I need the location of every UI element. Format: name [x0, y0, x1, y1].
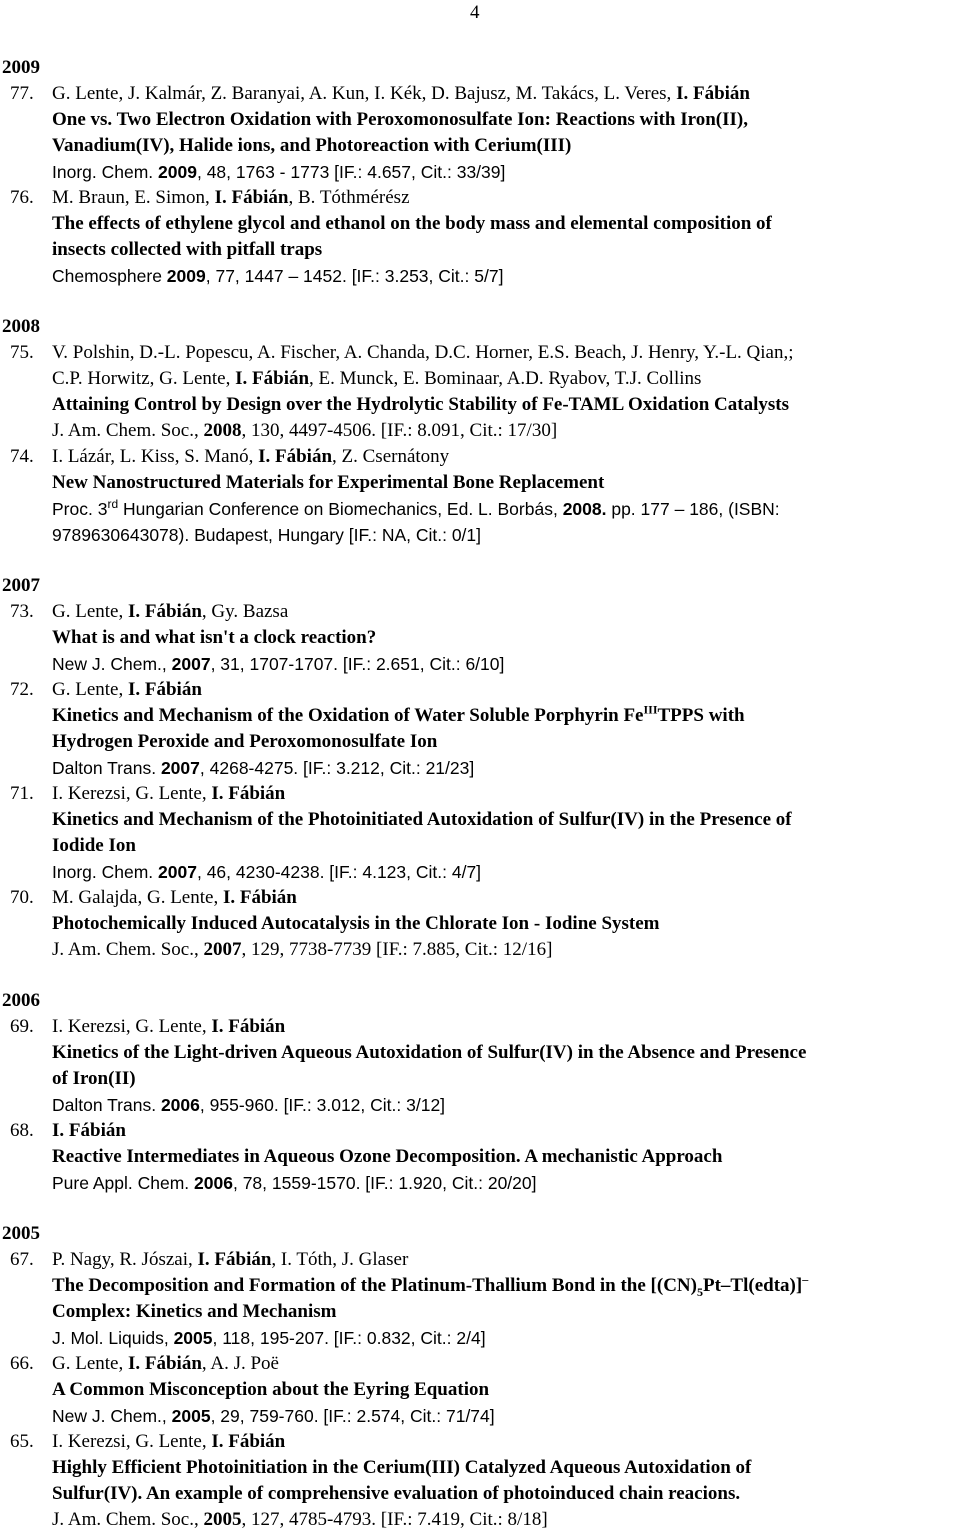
entry-number: 66. — [10, 1353, 34, 1374]
entry-authors: I. Kerezsi, G. Lente, I. Fábián — [52, 783, 286, 804]
entry-title: Vanadium(IV), Halide ions, and Photoreaction with Cerium(III) — [52, 135, 572, 156]
entry-citation: Proc. 3rd Hungarian Conference on Biomechanics, Ed. L. Borbás, 2008. pp. 177 – 186, (ISBN: — [52, 497, 780, 519]
entry-authors: G. Lente, I. Fábián — [52, 679, 202, 700]
publication-entry — [0, 1247, 960, 1351]
publication-entry — [0, 185, 960, 289]
entry-title: Attaining Control by Design over the Hydrolytic Stability of Fe-TAML Oxidation Catalysts — [52, 394, 789, 415]
entry-title: Hydrogen Peroxide and Peroxomonosulfate Ion — [52, 731, 438, 752]
entry-number: 72. — [10, 679, 34, 700]
entry-citation: Inorg. Chem. 2007, 46, 4230-4238. [IF.: 4.123, Cit.: 4/7] — [52, 862, 482, 882]
entry-title: One vs. Two Electron Oxidation with Peroxomonosulfate Ion: Reactions with Iron(II), — [52, 109, 748, 130]
entry-number: 70. — [10, 887, 34, 908]
entry-title: A Common Misconception about the Eyring Equation — [52, 1379, 490, 1400]
publication-entry — [0, 1118, 960, 1196]
year-heading: 2008 — [2, 316, 40, 337]
entry-number: 67. — [10, 1249, 34, 1270]
entry-title: Photochemically Induced Autocatalysis in the Chlorate Ion - Iodine System — [52, 913, 660, 934]
entry-title: The effects of ethylene glycol and ethanol on the body mass and elemental composition of — [52, 213, 772, 234]
year-heading: 2009 — [2, 57, 40, 78]
entry-title: Complex: Kinetics and Mechanism — [52, 1301, 337, 1322]
entry-title: Sulfur(IV). An example of comprehensive evaluation of photoinduced chain reacions. — [52, 1483, 741, 1504]
entry-citation: Dalton Trans. 2007, 4268-4275. [IF.: 3.212, Cit.: 21/23] — [52, 758, 475, 778]
entry-number: 76. — [10, 187, 34, 208]
entry-authors: I. Lázár, L. Kiss, S. Manó, I. Fábián, Z. Csernátony — [52, 446, 450, 467]
publication-entry — [0, 677, 960, 781]
entry-authors: G. Lente, J. Kalmár, Z. Baranyai, A. Kun, I. Kék, D. Bajusz, M. Takács, L. Veres, I. Fábián — [52, 83, 750, 104]
entry-authors: G. Lente, I. Fábián, Gy. Bazsa — [52, 601, 289, 622]
entry-authors: M. Galajda, G. Lente, I. Fábián — [52, 887, 297, 908]
entry-authors: M. Braun, E. Simon, I. Fábián, B. Tóthmérész — [52, 187, 410, 208]
publication-entry — [0, 599, 960, 677]
entry-number: 65. — [10, 1431, 34, 1452]
entry-number: 74. — [10, 446, 34, 467]
entry-number: 77. — [10, 83, 34, 104]
entry-authors: V. Polshin, D.-L. Popescu, A. Fischer, A. Chanda, D.C. Horner, E.S. Beach, J. Henry, Y.-L. Qian,; — [52, 342, 794, 363]
entry-authors: I. Kerezsi, G. Lente, I. Fábián — [52, 1431, 286, 1452]
entry-number: 75. — [10, 342, 34, 363]
entry-citation: Inorg. Chem. 2009, 48, 1763 - 1773 [IF.: 4.657, Cit.: 33/39] — [52, 162, 506, 182]
entry-title: Reactive Intermediates in Aqueous Ozone Decomposition. A mechanistic Approach — [52, 1146, 723, 1167]
entry-citation: J. Am. Chem. Soc., 2008, 130, 4497-4506. [IF.: 8.091, Cit.: 17/30] — [52, 420, 558, 441]
entry-number: 71. — [10, 783, 34, 804]
entry-citation: New J. Chem., 2007, 31, 1707-1707. [IF.: 2.651, Cit.: 6/10] — [52, 654, 505, 674]
entry-authors: I. Kerezsi, G. Lente, I. Fábián — [52, 1016, 286, 1037]
page-number: 4 — [470, 2, 480, 23]
entry-authors: P. Nagy, R. Jószai, I. Fábián, I. Tóth, J. Glaser — [52, 1249, 409, 1270]
publication-entry — [0, 444, 960, 548]
entry-title: Iodide Ion — [52, 835, 136, 856]
entry-citation: J. Am. Chem. Soc., 2005, 127, 4785-4793. [IF.: 7.419, Cit.: 8/18] — [52, 1509, 548, 1530]
entry-authors: G. Lente, I. Fábián, A. J. Poë — [52, 1353, 279, 1374]
publication-list — [0, 55, 960, 1533]
publication-entry — [0, 781, 960, 885]
entry-number: 73. — [10, 601, 34, 622]
entry-title: of Iron(II) — [52, 1068, 136, 1089]
entry-citation: New J. Chem., 2005, 29, 759-760. [IF.: 2.574, Cit.: 71/74] — [52, 1406, 495, 1426]
publication-entry — [0, 1014, 960, 1118]
publication-entry — [0, 340, 960, 444]
entry-title: The Decomposition and Formation of the Platinum-Thallium Bond in the $[(CN)_5Pt-Tl(edta)]^-$ — [52, 1272, 809, 1299]
entry-citation: J. Mol. Liquids, 2005, 118, 195-207. [IF.: 0.832, Cit.: 2/4] — [52, 1328, 486, 1348]
year-heading: 2007 — [2, 575, 40, 596]
entry-citation: 9789630643078). Budapest, Hungary [IF.: NA, Cit.: 0/1] — [52, 525, 482, 545]
publication-entry — [0, 81, 960, 185]
entry-citation: J. Am. Chem. Soc., 2007, 129, 7738-7739 [IF.: 7.885, Cit.: 12/16] — [52, 939, 553, 960]
entry-authors: I. Fábián — [52, 1120, 126, 1141]
entry-citation: Chemosphere 2009, 77, 1447 – 1452. [IF.: 3.253, Cit.: 5/7] — [52, 266, 504, 286]
entry-citation: Dalton Trans. 2006, 955-960. [IF.: 3.012, Cit.: 3/12] — [52, 1095, 446, 1115]
entry-number: 69. — [10, 1016, 34, 1037]
entry-authors: C.P. Horwitz, G. Lente, I. Fábián, E. Munck, E. Bominaar, A.D. Ryabov, T.J. Collins — [52, 368, 702, 389]
entry-citation: Pure Appl. Chem. 2006, 78, 1559-1570. [IF.: 1.920, Cit.: 20/20] — [52, 1173, 537, 1193]
entry-number: 68. — [10, 1120, 34, 1141]
year-heading: 2006 — [2, 990, 40, 1011]
year-heading: 2005 — [2, 1223, 40, 1244]
entry-title: New Nanostructured Materials for Experimental Bone Replacement — [52, 472, 605, 493]
publication-entry — [0, 1351, 960, 1429]
entry-title: Kinetics and Mechanism of the Photoinitiated Autoxidation of Sulfur(IV) in the Presence of — [52, 809, 792, 830]
entry-title: insects collected with pitfall traps — [52, 239, 323, 260]
publication-entry — [0, 1429, 960, 1533]
entry-title: Highly Efficient Photoinitiation in the Cerium(III) Catalyzed Aqueous Autoxidation of — [52, 1457, 752, 1478]
entry-title: Kinetics and Mechanism of the Oxidation of Water Soluble Porphyrin $Fe^{III}TPPS$ with — [52, 702, 745, 726]
publication-entry — [0, 885, 960, 963]
entry-title: What is and what isn't a clock reaction? — [52, 627, 377, 648]
entry-title: Kinetics of the Light-driven Aqueous Autoxidation of Sulfur(IV) in the Absence and Presence — [52, 1042, 807, 1063]
